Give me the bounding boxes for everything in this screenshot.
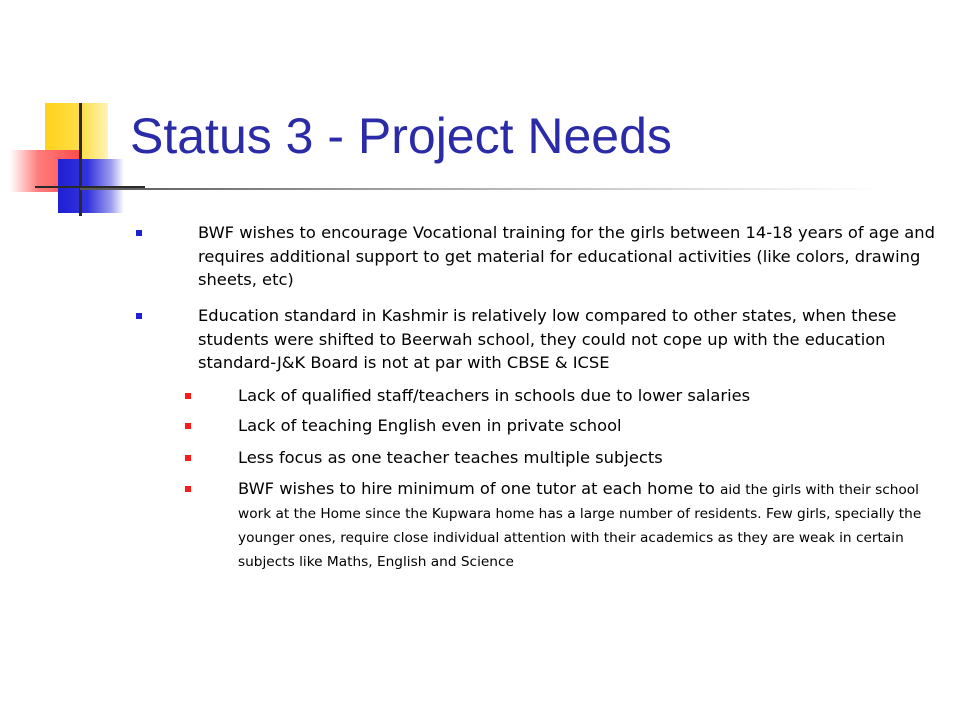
sub-bullet-text-lead: BWF wishes to hire minimum of one tutor at each home to xyxy=(238,479,715,498)
sub-bullet-text: Less focus as one teacher teaches multiple subjects xyxy=(238,448,663,467)
square-bullet-icon xyxy=(185,455,191,461)
sub-bullet-text-tail: aid the girls with their school work at the Home since the Kupwara home has a large number of residents. Few girls, specially the younger ones, require close individual attention with their academics as they are weak in certain subjects like Maths, English and Science xyxy=(238,482,922,570)
square-bullet-icon xyxy=(185,486,191,492)
square-bullet-icon xyxy=(185,423,191,429)
sub-bullet-text: Lack of teaching English even in private school xyxy=(238,416,622,435)
bullet-education-standard xyxy=(198,304,938,375)
square-bullet-icon xyxy=(136,313,142,319)
sub-bullet-text: Lack of qualified staff/teachers in schools due to lower salaries xyxy=(238,386,751,405)
square-bullet-icon xyxy=(136,230,142,236)
square-bullet-icon xyxy=(185,393,191,399)
bullet-vocational-training xyxy=(198,221,938,292)
sub-bullet-hire-tutor xyxy=(238,478,938,574)
decorative-logo xyxy=(0,0,140,230)
title-underline xyxy=(80,188,880,190)
sub-bullet-teaching-english xyxy=(238,414,938,438)
sub-bullet-qualified-staff xyxy=(238,384,938,408)
bullet-text: Education standard in Kashmir is relatively low compared to other states, when these students were shifted to Beerwah school, they could not cope up with the education standard-J&K Board is not at par with CBSE & ICSE xyxy=(198,306,897,372)
slide-title: Status 3 - Project Needs xyxy=(130,108,672,164)
bullet-text: BWF wishes to encourage Vocational training for the girls between 14-18 years of age and requires additional support to get material for educational activities (like colors, drawing sheets, etc) xyxy=(198,223,935,289)
vertical-rule-line xyxy=(79,103,82,216)
sub-bullet-multiple-subjects xyxy=(238,446,938,470)
